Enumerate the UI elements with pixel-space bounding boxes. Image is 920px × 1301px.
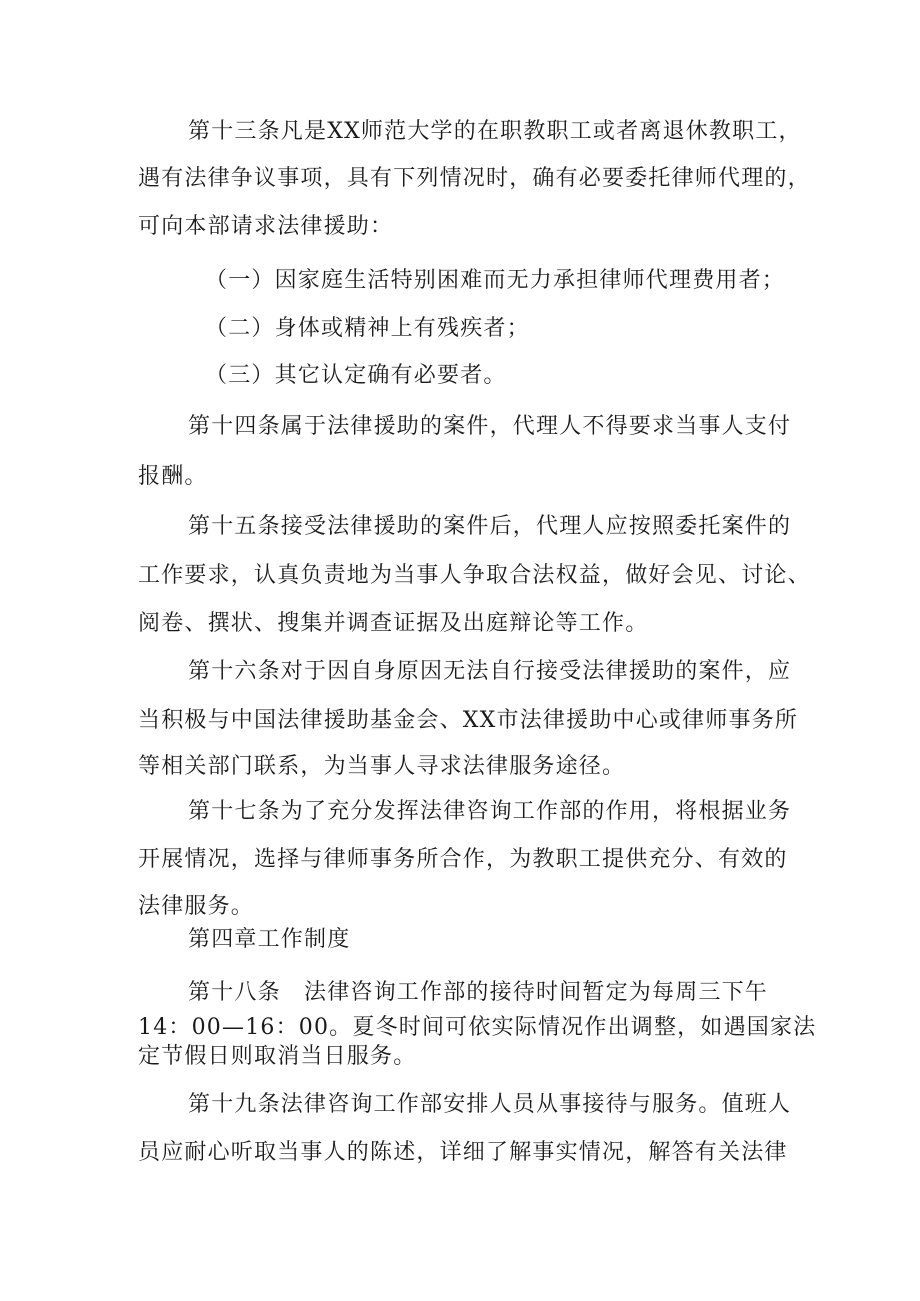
article-19-line-2: 员应耐心听取当事人的陈述，详细了解事实情况，解答有关法律 bbox=[138, 1140, 788, 1165]
article-15-line-1: 第十五条接受法律援助的案件后，代理人应按照委托案件的 bbox=[188, 514, 792, 539]
article-15-line-3: 阅卷、撰状、搜集并调查证据及出庭辩论等工作。 bbox=[138, 611, 649, 636]
article-13-line-3: 可向本部请求法律援助： bbox=[138, 214, 394, 239]
article-16-line-1: 第十六条对于因自身原因无法自行接受法律援助的案件，应 bbox=[188, 659, 792, 684]
article-18-line-2: 14：00—16：00。夏冬时间可依实际情况作出调整，如遇国家法 bbox=[138, 1015, 817, 1040]
chapter-4-heading: 第四章工作制度 bbox=[188, 927, 351, 952]
article-17-line-3: 法律服务。 bbox=[138, 894, 255, 919]
article-16-line-2: 当积极与中国法律援助基金会、XX市法律援助中心或律师事务所 bbox=[138, 708, 799, 733]
article-16-line-3: 等相关部门联系，为当事人寻求法律服务途径。 bbox=[138, 754, 626, 779]
article-13-item-3: （三）其它认定确有必要者。 bbox=[205, 363, 507, 388]
article-18-line-3: 定节假日则取消当日服务。 bbox=[138, 1044, 417, 1069]
article-15-line-2: 工作要求，认真负责地为当事人争取合法权益，做好会见、讨论、 bbox=[138, 563, 811, 588]
article-13-line-2: 遇有法律争议事项，具有下列情况时，确有必要委托律师代理的， bbox=[138, 166, 811, 191]
article-14-line-1: 第十四条属于法律援助的案件，代理人不得要求当事人支付 bbox=[188, 414, 792, 439]
article-17-line-1: 第十七条为了充分发挥法律咨询工作部的作用，将根据业务 bbox=[188, 799, 792, 824]
article-13-item-1: （一）因家庭生活特别困难而无力承担律师代理费用者； bbox=[205, 268, 786, 293]
article-18-line-1: 第十八条 法律咨询工作部的接待时间暂定为每周三下午 bbox=[188, 980, 769, 1005]
article-13-line-1: 第十三条凡是XX师范大学的在职教职工或者离退休教职工， bbox=[188, 119, 802, 144]
article-14-line-2: 报酬。 bbox=[138, 464, 208, 489]
article-19-line-1: 第十九条法律咨询工作部安排人员从事接待与服务。值班人 bbox=[188, 1092, 792, 1117]
article-17-line-2: 开展情况，选择与律师事务所合作，为教职工提供充分、有效的 bbox=[138, 847, 788, 872]
article-13-item-2: （二）身体或精神上有残疾者； bbox=[205, 316, 530, 341]
